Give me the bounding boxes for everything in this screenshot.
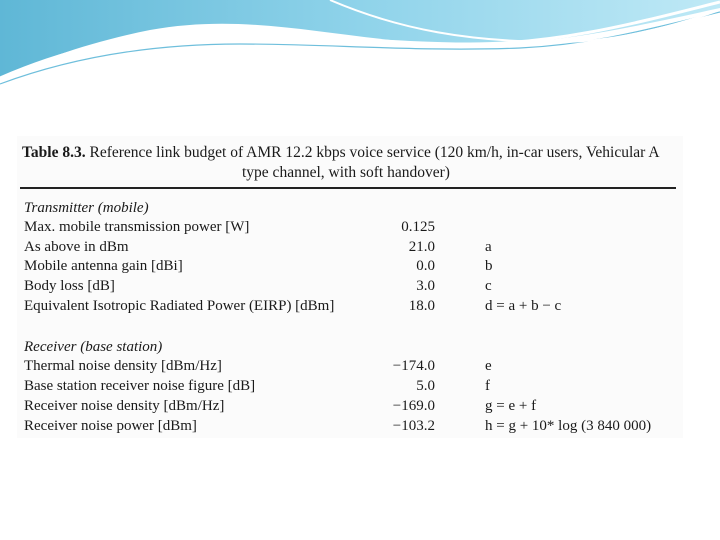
table-row (17, 358, 683, 378)
row-value: 3.0 (416, 278, 435, 294)
row-label: Max. mobile transmission power [W] (24, 219, 250, 235)
row-note: f (485, 378, 490, 394)
row-note: c (485, 278, 492, 294)
row-label: Receiver noise power [dBm] (24, 418, 197, 434)
table-rule (20, 187, 676, 189)
caption-text-line2: type channel, with soft handover) (242, 164, 450, 181)
row-note: a (485, 239, 492, 255)
row-label: Base station receiver noise figure [dB] (24, 378, 256, 394)
table-row (17, 398, 683, 418)
table-row (17, 278, 683, 298)
table-row (17, 298, 683, 318)
table-row (17, 239, 683, 259)
row-note: g = e + f (485, 398, 537, 414)
row-value: 5.0 (416, 378, 435, 394)
row-note: b (485, 258, 493, 274)
row-value: −103.2 (392, 418, 435, 434)
table-number: Table 8.3. (22, 144, 86, 161)
row-value: 18.0 (408, 298, 435, 314)
row-label: Thermal noise density [dBm/Hz] (24, 358, 222, 374)
table-row (17, 378, 683, 398)
table-row (17, 258, 683, 278)
row-label: Body loss [dB] (24, 278, 115, 294)
row-label: Equivalent Isotropic Radiated Power (EIRP) [dBm] (24, 298, 335, 314)
row-note: d = a + b − c (485, 298, 562, 314)
row-label: As above in dBm (24, 239, 129, 255)
row-label: Mobile antenna gain [dBi] (24, 258, 183, 274)
row-label: Receiver noise density [dBm/Hz] (24, 398, 225, 414)
slide-header-swoosh (0, 0, 720, 110)
row-value: −169.0 (392, 398, 435, 414)
section-title-receiver: Receiver (base station) (24, 339, 163, 355)
table-caption (22, 143, 677, 183)
row-value: 21.0 (408, 239, 435, 255)
row-value: −174.0 (392, 358, 435, 374)
table-row (17, 219, 683, 239)
row-value: 0.125 (401, 219, 435, 235)
link-budget-table (17, 136, 683, 438)
caption-text-line1: Reference link budget of AMR 12.2 kbps voice service (120 km/h, in-car users, Vehicular A (89, 144, 660, 161)
section-title-transmitter: Transmitter (mobile) (24, 200, 149, 216)
table-row (17, 418, 683, 438)
row-note: h = g + 10* log (3 840 000) (485, 418, 652, 434)
row-value: 0.0 (416, 258, 435, 274)
row-note: e (485, 358, 492, 374)
